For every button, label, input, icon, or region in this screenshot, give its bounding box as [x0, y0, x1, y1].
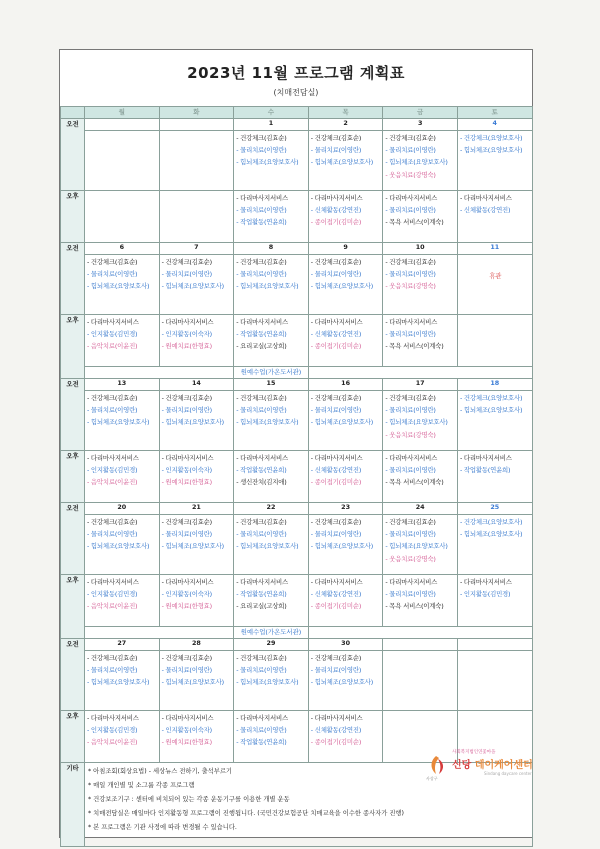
activity-item: - 물리치료(이영란) — [385, 406, 436, 415]
activity-item: - 신체활동(강연진) — [310, 590, 362, 599]
activity-item: - 다리마사지서비스 — [87, 578, 139, 586]
activity-item: - 힘뇌체조(요양보호사) — [161, 418, 224, 427]
pm-row — [61, 451, 533, 503]
activity-item: - 다리마사지서비스 — [236, 714, 288, 722]
am-cell — [457, 391, 532, 451]
activity-item: - 물리치료(이영란) — [161, 406, 212, 415]
day-number: 8 — [234, 243, 309, 255]
activity-item: - 종이접기(김미순) — [310, 478, 362, 487]
day-row-label: 오전 — [61, 379, 85, 451]
activity-item: - 물리치료(이영란) — [236, 146, 287, 155]
am-cell — [85, 255, 160, 315]
activity-item: - 건강체크(김효순) — [161, 394, 212, 402]
activity-item: - 웃음치료(강명숙) — [385, 430, 436, 439]
activity-item: - 음악치료(이윤진) — [87, 602, 138, 611]
activity-item: - 작업활동(연윤희) — [236, 330, 287, 339]
activity-item: - 다리마사지서비스 — [459, 578, 512, 586]
am-cell — [457, 255, 532, 315]
activity-item: - 웃음치료(강명숙) — [385, 282, 436, 291]
pm-row-label: 오후 — [61, 575, 85, 639]
activity-item: - 힘뇌체조(요양보호사) — [459, 406, 523, 415]
pm-cell — [383, 191, 458, 243]
activity-item: - 종이접기(김미순) — [310, 738, 362, 747]
activity-item: - 다리마사지서비스 — [459, 194, 512, 202]
activity-item: - 인지활동(김민경) — [87, 726, 138, 735]
activity-item: - 건강체크(김효순) — [310, 134, 362, 142]
activity-item: - 건강체크(김효순) — [236, 394, 287, 402]
day-number: 22 — [234, 503, 309, 515]
am-cell — [383, 131, 458, 191]
am-cell — [308, 131, 383, 191]
activity-item: - 힘뇌체조(요양보호사) — [385, 418, 448, 427]
activity-item: - 다리마사지서비스 — [236, 578, 288, 586]
activity-item: - 건강체크(김효순) — [310, 654, 362, 662]
activity-item: - 힘뇌체조(요양보호사) — [385, 542, 448, 551]
am-cell — [85, 131, 160, 191]
pm-cell — [234, 315, 309, 367]
day-number: 24 — [383, 503, 458, 515]
activity-item: - 다리마사지서비스 — [310, 714, 363, 722]
pm-cell — [85, 451, 160, 503]
pm-row — [61, 575, 533, 627]
activity-item: - 건강체크(김효순) — [310, 518, 362, 526]
activity-item: - 힘뇌체조(요양보호사) — [161, 282, 224, 291]
activity-item: - 신체활동(강연진) — [459, 206, 511, 215]
activity-item: - 물리치료(이영란) — [161, 530, 212, 539]
activity-item: - 다리마사지서비스 — [161, 318, 214, 326]
day-number-row — [61, 379, 533, 391]
day-number: 1 — [234, 119, 309, 131]
header-corner — [61, 107, 85, 119]
activity-item: - 작업활동(연윤희) — [236, 466, 287, 475]
day-number: 20 — [85, 503, 160, 515]
activity-item: - 물리치료(이영란) — [236, 666, 287, 675]
am-cell — [159, 391, 234, 451]
activity-item: - 물리치료(이영란) — [161, 666, 212, 675]
activity-item: - 물리치료(이영란) — [310, 406, 362, 415]
day-row-label: 오전 — [61, 503, 85, 575]
activity-item: - 힘뇌체조(요양보호사) — [87, 678, 150, 687]
pm-cell — [308, 191, 383, 243]
day-number: 25 — [457, 503, 532, 515]
activity-item: - 건강체크(요양보호사) — [459, 518, 523, 526]
activity-item: - 인지활동(이숙자) — [161, 466, 212, 475]
am-cell — [308, 255, 383, 315]
activity-item: - 음악치료(이윤진) — [87, 478, 138, 487]
logo-name-b: 데이케어센터 — [474, 760, 533, 771]
pm-cell — [308, 451, 383, 503]
activity-item: - 물리치료(이영란) — [385, 270, 436, 279]
activity-item: - 다리마사지서비스 — [161, 578, 214, 586]
day-number: 14 — [159, 379, 234, 391]
day-number: 15 — [234, 379, 309, 391]
activity-item: - 음악치료(이윤진) — [87, 342, 138, 351]
am-cell — [159, 255, 234, 315]
note-line: * 치매전담실은 매일마다 인지활동형 프로그램이 진행됩니다. (국민건강보험공단 치매교육을 이수한 종사자가 진행) — [88, 810, 404, 817]
pm-cell — [234, 191, 309, 243]
am-cell — [234, 651, 309, 711]
pm-cell — [159, 315, 234, 367]
activity-item: - 건강체크(김효순) — [161, 258, 212, 266]
activity-item: - 물리치료(이영란) — [87, 666, 138, 675]
am-cell — [159, 651, 234, 711]
activity-item: - 물리치료(이영란) — [87, 530, 138, 539]
am-cell — [308, 391, 383, 451]
activity-item: - 건강체크(김효순) — [385, 258, 436, 266]
weekday-header: 화 — [159, 107, 234, 119]
am-cell — [457, 131, 532, 191]
activity-item: - 인지활동(이숙자) — [161, 330, 212, 339]
activity-item: - 목욕 서비스(이계숙) — [385, 342, 444, 351]
pm-cell — [85, 315, 160, 367]
activity-item: - 다리마사지서비스 — [87, 454, 139, 462]
activity-item: - 건강체크(김효순) — [236, 258, 287, 266]
am-cell — [234, 131, 309, 191]
activity-item: - 작업활동(연윤희) — [236, 738, 287, 747]
day-number: 7 — [159, 243, 234, 255]
pm-cell — [457, 451, 532, 503]
pm-cell — [234, 451, 309, 503]
page-title: 2023년 11월 프로그램 계획표 — [187, 64, 405, 82]
note-line: * 본 프로그램은 기관 사정에 따라 변경될 수 있습니다. — [88, 824, 237, 831]
day-number: 23 — [308, 503, 383, 515]
activity-item: - 다리마사지서비스 — [236, 454, 288, 462]
activity-item: - 힘뇌체조(요양보호사) — [236, 542, 299, 551]
activity-item: - 힘뇌체조(요양보호사) — [87, 418, 150, 427]
activity-item: - 인지활동(김민경) — [87, 330, 138, 339]
activity-item: - 다리마사지서비스 — [236, 194, 288, 202]
pm-cell — [457, 191, 532, 243]
activity-item: - 물리치료(이영란) — [87, 406, 138, 415]
activity-item: - 물리치료(이영란) — [310, 146, 362, 155]
day-number — [159, 119, 234, 131]
activity-item: - 다리마사지서비스 — [310, 454, 363, 462]
activity-item: - 다리마사지서비스 — [87, 714, 139, 722]
activity-item: - 물리치료(이영란) — [236, 270, 287, 279]
band-empty — [85, 367, 234, 379]
activity-item: - 원예치료(한형효) — [161, 478, 212, 487]
weekday-header: 수 — [234, 107, 309, 119]
activity-item: - 신체활동(강연진) — [310, 726, 362, 735]
day-number: 11 — [457, 243, 532, 255]
activity-item: - 건강체크(김효순) — [385, 394, 436, 402]
pm-cell — [159, 191, 234, 243]
activity-item: - 다리마사지서비스 — [161, 454, 214, 462]
activity-item: - 물리치료(이영란) — [310, 530, 362, 539]
activity-item: - 종이접기(김미순) — [310, 602, 362, 611]
weekday-header: 금 — [383, 107, 458, 119]
activity-item: - 원예치료(한형효) — [161, 602, 212, 611]
day-number: 27 — [85, 639, 160, 651]
pm-cell — [383, 575, 458, 627]
activity-item: - 원예치료(한형효) — [161, 342, 212, 351]
day-number: 3 — [383, 119, 458, 131]
day-number: 10 — [383, 243, 458, 255]
page-subtitle: (치매전담실) — [273, 88, 319, 97]
activity-item: - 인지활동(김민경) — [459, 590, 511, 599]
pm-row-label: 오후 — [61, 315, 85, 379]
logo-caption: 사상구 — [426, 776, 438, 781]
activity-item: - 인지활동(이숙자) — [161, 590, 212, 599]
am-row — [61, 255, 533, 315]
pm-cell — [308, 575, 383, 627]
activity-item: - 작업활동(연윤희) — [236, 218, 287, 227]
activity-item: - 건강체크(김효순) — [87, 394, 138, 402]
activity-item: - 건강체크(김효순) — [87, 518, 138, 526]
day-number — [457, 639, 532, 651]
day-number: 2 — [308, 119, 383, 131]
activity-item: - 목욕 서비스(이계숙) — [385, 218, 444, 227]
pm-cell — [159, 575, 234, 627]
pm-cell — [383, 315, 458, 367]
activity-item: - 다리마사지서비스 — [310, 318, 363, 326]
band-empty — [308, 627, 532, 639]
activity-item: - 작업활동(연윤희) — [459, 466, 511, 475]
pm-cell — [457, 575, 532, 627]
day-number — [383, 639, 458, 651]
activity-item: - 목욕 서비스(이계숙) — [385, 478, 444, 487]
am-cell — [457, 651, 532, 711]
center-logo — [426, 749, 533, 781]
pm-cell — [85, 711, 160, 763]
day-number: 9 — [308, 243, 383, 255]
am-cell — [383, 651, 458, 711]
pm-row-label: 오후 — [61, 191, 85, 243]
activity-item: - 다리마사지서비스 — [385, 578, 438, 586]
activity-item: - 물리치료(이영란) — [385, 530, 436, 539]
activity-item: - 다리마사지서비스 — [385, 454, 438, 462]
activity-item: - 다리마사지서비스 — [385, 318, 438, 326]
activity-item: - 힘뇌체조(요양보호사) — [310, 418, 374, 427]
activity-item: - 인지활동(김민경) — [87, 466, 138, 475]
activity-item: - 건강체크(김효순) — [385, 134, 436, 142]
activity-item: - 물리치료(이영란) — [236, 406, 287, 415]
day-number: 17 — [383, 379, 458, 391]
activity-item: - 웃음치료(강명숙) — [385, 554, 436, 563]
am-cell — [383, 255, 458, 315]
note-line: * 아침조회(회상요법) - 세상뉴스 전하기, 출석부르기 — [88, 768, 232, 775]
activity-item: - 힘뇌체조(요양보호사) — [236, 282, 299, 291]
am-cell — [308, 515, 383, 575]
activity-item: - 힘뇌체조(요양보호사) — [236, 158, 299, 167]
activity-item: - 원예치료(한형효) — [161, 738, 212, 747]
activity-item: - 건강체크(김효순) — [161, 654, 212, 662]
activity-item: - 목욕 서비스(이계숙) — [385, 602, 444, 611]
activity-item: - 힘뇌체조(요양보호사) — [236, 678, 299, 687]
day-number: 16 — [308, 379, 383, 391]
activity-item: - 종이접기(김미순) — [310, 218, 362, 227]
band-row — [61, 367, 533, 379]
day-number: 18 — [457, 379, 532, 391]
activity-item: - 물리치료(이영란) — [385, 146, 436, 155]
pm-cell — [457, 315, 532, 367]
pm-row — [61, 191, 533, 243]
activity-item: - 힘뇌체조(요양보호사) — [310, 542, 374, 551]
activity-item: - 물리치료(이영란) — [385, 590, 436, 599]
activity-item: - 건강체크(김효순) — [310, 394, 362, 402]
pm-cell — [383, 451, 458, 503]
activity-item: - 힘뇌체조(요양보호사) — [87, 282, 150, 291]
logo-name — [452, 756, 533, 771]
activity-item: - 물리치료(이영란) — [161, 270, 212, 279]
activity-item: - 인지활동(김민경) — [87, 590, 138, 599]
weekday-header: 월 — [85, 107, 160, 119]
pm-cell — [308, 315, 383, 367]
activity-item: - 신체활동(강연진) — [310, 330, 362, 339]
activity-item: - 물리치료(이영란) — [385, 330, 436, 339]
activity-item: - 건강체크(요양보호사) — [459, 394, 523, 402]
activity-item: - 다리마사지서비스 — [310, 194, 363, 202]
activity-item: - 다리마사지서비스 — [385, 194, 438, 202]
am-cell — [85, 391, 160, 451]
day-number-row — [61, 639, 533, 651]
pm-row-label: 오후 — [61, 451, 85, 503]
activity-item: - 다리마사지서비스 — [161, 714, 214, 722]
note-line: * 건강보조기구 : 센터에 비치되어 있는 각종 운동기구를 이용한 개별 운동 — [88, 796, 290, 803]
am-row — [61, 131, 533, 191]
activity-item: - 웃음치료(강명숙) — [385, 170, 436, 179]
activity-item: - 물리치료(이영란) — [385, 206, 436, 215]
notes-label: 기타 — [61, 763, 85, 847]
activity-item: - 힘뇌체조(요양보호사) — [310, 282, 374, 291]
weekday-header: 토 — [457, 107, 532, 119]
am-cell — [159, 515, 234, 575]
activity-item: - 건강체크(김효순) — [161, 518, 212, 526]
pm-cell — [159, 711, 234, 763]
logo-name-a: 신당 — [452, 760, 472, 771]
weekday-header: 목 — [308, 107, 383, 119]
am-cell — [85, 651, 160, 711]
day-number — [85, 119, 160, 131]
daycare-logo-icon — [426, 753, 450, 777]
am-cell — [457, 515, 532, 575]
day-number: 30 — [308, 639, 383, 651]
activity-item: - 건강체크(김효순) — [236, 654, 287, 662]
activity-item: - 다리마사지서비스 — [87, 318, 139, 326]
pm-row — [61, 315, 533, 367]
activity-item: - 건강체크(김효순) — [236, 134, 287, 142]
pm-row-label: 오후 — [61, 711, 85, 763]
activity-item: - 물리치료(이영란) — [236, 726, 287, 735]
activity-item: - 다리마사지서비스 — [310, 578, 363, 586]
logo-english: Sindang daycare center — [484, 771, 532, 776]
pm-cell — [234, 711, 309, 763]
activity-item: - 힘뇌체조(요양보호사) — [161, 678, 224, 687]
activity-item: - 다리마사지서비스 — [459, 454, 512, 462]
am-cell — [383, 391, 458, 451]
band-row — [61, 627, 533, 639]
day-number: 28 — [159, 639, 234, 651]
day-row-label: 오전 — [61, 243, 85, 315]
band-empty — [85, 627, 234, 639]
activity-item: - 종이접기(김미순) — [310, 342, 362, 351]
activity-item: - 인지활동(이숙자) — [161, 726, 212, 735]
am-cell — [308, 651, 383, 711]
am-cell — [159, 131, 234, 191]
schedule-sheet — [59, 49, 533, 838]
note-line: * 매일 개인별 및 소그룹 각종 프로그램 — [88, 782, 195, 789]
day-number: 13 — [85, 379, 160, 391]
band-empty — [308, 367, 532, 379]
activity-item: - 요리교실(고상희) — [236, 602, 287, 611]
activity-item: - 물리치료(이영란) — [236, 530, 287, 539]
am-cell — [85, 515, 160, 575]
activity-item: - 다리마사지서비스 — [236, 318, 288, 326]
activity-item: - 건강체크(김효순) — [236, 518, 287, 526]
day-number: 29 — [234, 639, 309, 651]
activity-item: - 건강체크(김효순) — [87, 654, 138, 662]
pm-cell — [308, 711, 383, 763]
pm-cell — [85, 191, 160, 243]
am-row — [61, 515, 533, 575]
day-row-label: 오전 — [61, 639, 85, 711]
activity-item: - 물리치료(이영란) — [236, 206, 287, 215]
am-row — [61, 651, 533, 711]
activity-item: - 물리치료(이영란) — [310, 270, 362, 279]
schedule-table — [60, 106, 533, 847]
day-number-row — [61, 119, 533, 131]
pm-cell — [234, 575, 309, 627]
day-number-row — [61, 243, 533, 255]
activity-item: - 생신잔치(김지애) — [236, 478, 287, 487]
activity-item: - 신체활동(강연진) — [310, 466, 362, 475]
day-number: 21 — [159, 503, 234, 515]
activity-item: - 건강체크(김효순) — [385, 518, 436, 526]
am-cell — [234, 255, 309, 315]
activity-item: - 신체활동(강연진) — [310, 206, 362, 215]
activity-item: - 건강체크(김효순) — [87, 258, 138, 266]
activity-item: - 힘뇌체조(요양보호사) — [87, 542, 150, 551]
activity-item: - 힘뇌체조(요양보호사) — [385, 158, 448, 167]
day-number-row — [61, 503, 533, 515]
activity-item: - 작업활동(연윤희) — [236, 590, 287, 599]
band-label: 원예수업(가온도서관) — [234, 367, 309, 379]
activity-item: - 힘뇌체조(요양보호사) — [161, 542, 224, 551]
activity-item: - 힘뇌체조(요양보호사) — [459, 530, 523, 539]
activity-item: - 건강체크(요양보호사) — [459, 134, 523, 142]
day-row-label: 오전 — [61, 119, 85, 191]
activity-item: - 힘뇌체조(요양보호사) — [310, 678, 374, 687]
am-cell — [383, 515, 458, 575]
am-cell — [234, 515, 309, 575]
pm-cell — [85, 575, 160, 627]
activity-item: - 물리치료(이영란) — [87, 270, 138, 279]
am-row — [61, 391, 533, 451]
pm-cell — [159, 451, 234, 503]
am-cell — [234, 391, 309, 451]
weekday-header-row — [61, 107, 533, 119]
day-number: 4 — [457, 119, 532, 131]
activity-item: - 힘뇌체조(요양보호사) — [236, 418, 299, 427]
activity-item: - 물리치료(이영란) — [310, 666, 362, 675]
activity-item: - 힘뇌체조(요양보호사) — [310, 158, 374, 167]
logo-org-text: 사회복지법인연꽃마을 — [452, 750, 496, 755]
activity-item: - 건강체크(김효순) — [310, 258, 362, 266]
activity-item: - 요리교실(고상희) — [236, 342, 287, 351]
activity-item: - 음악치료(이윤진) — [87, 738, 138, 747]
activity-item: - 힘뇌체조(요양보호사) — [459, 146, 523, 155]
band-label: 원예수업(가온도서관) — [234, 627, 309, 639]
activity-item: - 물리치료(이영란) — [385, 466, 436, 475]
day-number: 6 — [85, 243, 160, 255]
holiday-label: 휴관 — [489, 272, 502, 280]
